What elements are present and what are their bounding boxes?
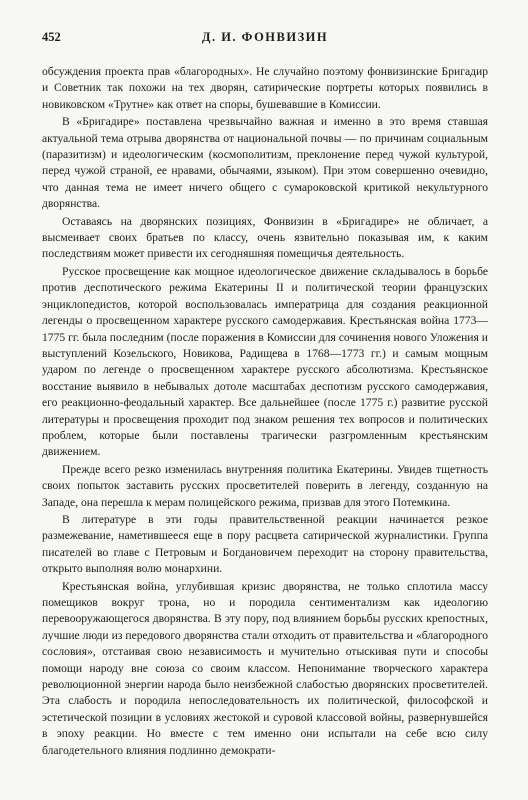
paragraph-3: Оставаясь на дворянских позициях, Фонвизин в «Бригадире» не обличает, а высмеивает своих братьев по классу, очень язвительно показывая им, к каким последствиям может привести их сегодняшняя помещичья деятельность.	[42, 214, 488, 261]
paragraph-7: Крестьянская война, углубившая кризис дворянства, не только сплотила массу помещиков вокруг трона, но и породила сентиментализм как идеологию перевооружающегося дворянства. В эту пору, под влиянием борьбы русских крепостных, лучшие люди из передового дворянства стали отходить от правительства и «благородного сословия», отстаивая свою независимость и мучительно отыскивая пути и способы помощи народу вне союза со своим классом. Непонимание творческого характера революционной энергии народа было неизбежной слабостью дворянских просветителей. Эта слабость и породила непоследовательность их политической, философской и эстетической позиции в условиях жестокой и суровой классовой войны, развернувшейся в эпоху реакции. Но вместе с тем именно они испытали на себе всю силу благодетельного влияния подлинно демократи-	[42, 579, 488, 757]
page-header	[42, 30, 488, 52]
paragraph-1: обсуждения проекта прав «благородных». Не случайно поэтому фонвизинские Бригадир и Советник так похожи на тех дворян, сатирические портреты которых появились в новиковском «Трутне» как ответ на споры, бушевавшие в Комиссии.	[42, 65, 488, 111]
paragraph-6: В литературе в эти годы правительственной реакции начинается резкое размежевание, наметившееся еще в пору расцвета сатирической журналистики. Группа писателей во главе с Петровым и Богдановичем переходит на сторону правительства, открыто выполняя волю монархини.	[42, 512, 488, 576]
paragraph-2: В «Бригадире» поставлена чрезвычайно важная и именно в это время ставшая актуальной тема отрыва дворянства от национальной почвы — по причинам социальным (паразитизм) и идеологическим (космополитизм, преклонение перед чужой культурой, перед чужой страной, ее нравами, обычаями, языком). При этом совершенно очевидно, что данная тема не имеет ничего общего с сумароковской критикой некультурного дворянства.	[42, 115, 488, 211]
page-number: 452	[42, 30, 61, 44]
page-body	[42, 64, 488, 759]
paragraph-5: Прежде всего резко изменилась внутренняя политика Екатерины. Увидев тщетность своих попыток заставить русских просветителей поверить в легенду, созданную на Западе, она перешла к мерам полицейского режима, призвав для этого Потемкина.	[42, 462, 488, 509]
paragraph-4: Русское просвещение как мощное идеологическое движение складывалось в борьбе против деспотического режима Екатерины II и политической теории французских энциклопедистов, которой воспользовалась императрица для создания реакционной легенды о просвещенном характере русского самодержавия. Крестьянская война 1773—1775 гг. была последним (после поражения в Комиссии для сочинения нового Уложения и выступлений Козельского, Новикова, Радищева в 1768—1773 гг.) и самым мощным ударом по легенде о просвещенном характере русского абсолютизма. Крестьянское восстание выявило в небывалых дотоле масштабах деспотизм русского самодержавия, его реакционно-феодальный характер. Все дальнейшее (после 1775 г.) развитие русской литературы и просвещения проходит под знаком решения тех вопросов и политических проблем, которые были поставлены трагически разгромленным крестьянским движением.	[42, 264, 488, 459]
running-title: Д. И. ФОНВИЗИН	[201, 30, 329, 44]
